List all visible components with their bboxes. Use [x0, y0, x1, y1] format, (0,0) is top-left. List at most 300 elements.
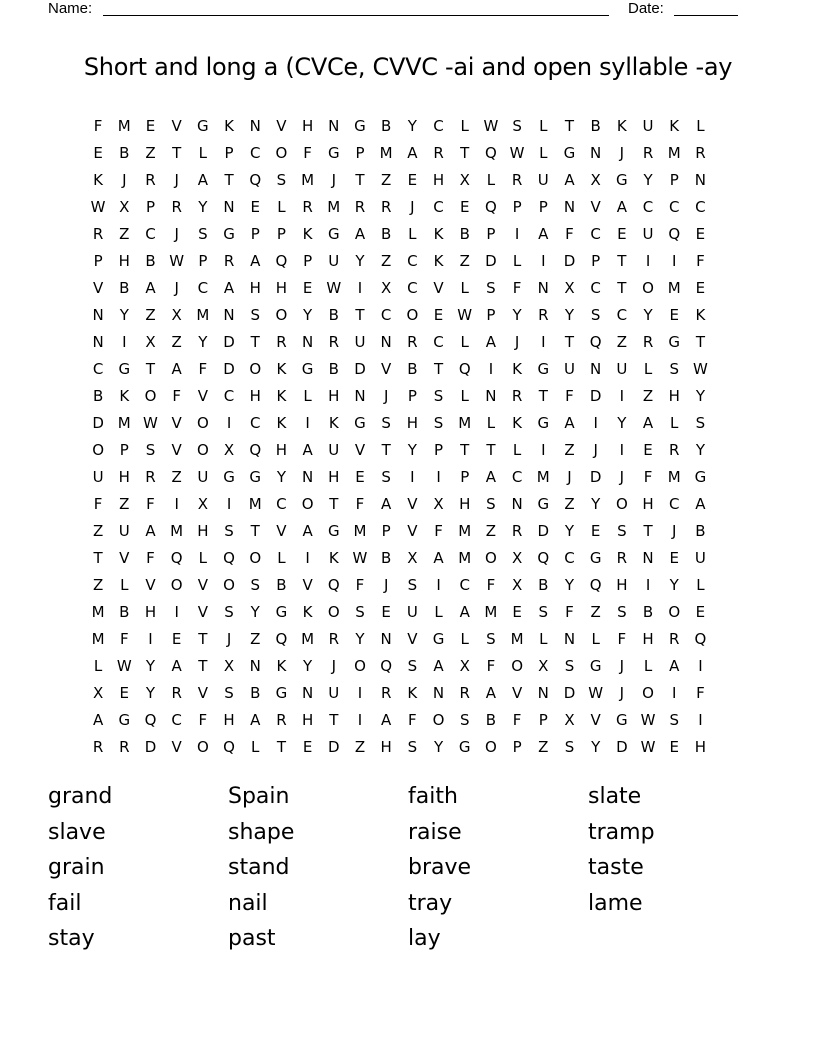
grid-letter: Y — [303, 656, 313, 675]
grid-letter: E — [93, 143, 103, 162]
grid-letter: V — [119, 548, 130, 567]
grid-letter: T — [617, 278, 627, 297]
grid-letter: M — [379, 143, 393, 162]
grid-letter: Z — [616, 332, 627, 351]
grid-letter: K — [93, 170, 104, 189]
grid-letter: A — [616, 197, 627, 216]
grid-letter: G — [616, 170, 628, 189]
grid-letter: U — [328, 440, 340, 459]
grid-letter: R — [511, 521, 523, 540]
grid-letter: Z — [145, 143, 156, 162]
grid-letter: T — [250, 521, 260, 540]
grid-letter: H — [328, 386, 340, 405]
grid-letter: I — [672, 251, 677, 270]
grid-letter: K — [669, 116, 680, 135]
grid-letter: G — [275, 683, 288, 702]
grid-letter: L — [408, 224, 417, 243]
grid-letter: S — [512, 116, 522, 135]
grid-letter: M — [458, 548, 472, 567]
grid-letter: E — [695, 602, 706, 621]
grid-letter: I — [410, 467, 415, 486]
grid-letter: V — [197, 602, 208, 621]
grid-letter: A — [223, 278, 235, 297]
grid-letter: Z — [171, 332, 182, 351]
grid-letter: O — [144, 386, 157, 405]
grid-letter: M — [117, 413, 131, 432]
grid-letter: E — [590, 521, 601, 540]
grid-letter: I — [698, 710, 703, 729]
grid-letter: T — [329, 710, 339, 729]
grid-letter: V — [145, 575, 156, 594]
grid-letter: P — [486, 224, 496, 243]
grid-letter: B — [642, 602, 654, 621]
grid-letter: Z — [590, 602, 601, 621]
grid-letter: D — [563, 683, 576, 702]
grid-letter: A — [92, 710, 104, 729]
grid-letter: U — [616, 359, 628, 378]
grid-letter: O — [668, 602, 681, 621]
grid-letter: A — [433, 548, 444, 567]
grid-letter: K — [512, 359, 523, 378]
word-list-item: stay — [48, 926, 95, 951]
grid-letter: Z — [119, 224, 130, 243]
grid-letter: C — [433, 197, 444, 216]
grid-letter: P — [538, 710, 548, 729]
grid-letter: A — [433, 656, 444, 675]
grid-letter: E — [643, 440, 653, 459]
grid-letter: A — [171, 656, 182, 675]
grid-letter: X — [197, 494, 208, 513]
grid-letter: C — [642, 197, 654, 216]
grid-letter: O — [196, 737, 209, 756]
grid-letter: Y — [591, 737, 601, 756]
grid-letter: S — [669, 359, 679, 378]
grid-letter: N — [537, 278, 549, 297]
grid-letter: F — [696, 251, 705, 270]
grid-letter: R — [511, 386, 523, 405]
grid-letter: Y — [276, 467, 286, 486]
grid-letter: J — [226, 629, 232, 648]
grid-letter: W — [143, 413, 158, 432]
grid-letter: G — [223, 224, 235, 243]
grid-letter: L — [198, 143, 208, 162]
grid-letter: Z — [119, 494, 130, 513]
grid-letter: K — [512, 413, 523, 432]
grid-letter: F — [408, 710, 417, 729]
grid-letter: P — [276, 224, 286, 243]
grid-letter: U — [118, 521, 130, 540]
grid-row — [85, 166, 737, 193]
word-list-item: brave — [408, 855, 472, 880]
grid-letter: B — [145, 251, 156, 270]
grid-letter: V — [171, 116, 182, 135]
grid-letter: Y — [355, 251, 365, 270]
grid-letter: I — [436, 575, 441, 594]
grid-letter: H — [118, 251, 130, 270]
grid-letter: N — [249, 116, 261, 135]
grid-letter: D — [328, 737, 340, 756]
word-list-item: nail — [228, 890, 268, 916]
word-list-item: tray — [408, 890, 453, 916]
grid-letter: W — [169, 251, 185, 270]
grid-letter: R — [669, 440, 680, 459]
grid-letter: K — [302, 602, 313, 621]
grid-letter: G — [275, 602, 288, 621]
grid-letter: H — [432, 170, 445, 189]
grid-letter: J — [619, 143, 625, 162]
grid-letter: T — [564, 116, 575, 135]
grid-letter: I — [541, 332, 546, 351]
grid-letter: C — [668, 197, 680, 216]
grid-letter: Y — [564, 575, 575, 594]
grid-letter: O — [196, 440, 209, 459]
grid-letter: F — [198, 359, 208, 378]
word-list-item: shape — [228, 819, 295, 845]
grid-letter: R — [119, 737, 130, 756]
grid-row — [85, 193, 737, 220]
grid-letter: I — [619, 386, 625, 405]
grid-letter: I — [305, 413, 310, 432]
grid-letter: P — [93, 251, 103, 270]
grid-letter: F — [512, 278, 522, 297]
grid-row — [85, 247, 737, 274]
grid-letter: J — [619, 656, 625, 675]
word-list-item: slave — [48, 819, 106, 845]
grid-row — [85, 301, 737, 328]
grid-letter: O — [511, 656, 523, 675]
grid-letter: W — [640, 710, 656, 729]
grid-letter: Q — [694, 629, 707, 648]
grid-letter: Z — [564, 494, 575, 513]
grid-letter: N — [563, 629, 576, 648]
grid-letter: O — [485, 548, 497, 567]
grid-letter: R — [511, 170, 523, 189]
grid-letter: U — [537, 170, 549, 189]
grid-letter: X — [119, 197, 130, 216]
grid-letter: G — [118, 710, 131, 729]
grid-letter: M — [667, 278, 681, 297]
grid-letter: H — [249, 386, 261, 405]
grid-letter: Q — [458, 359, 471, 378]
date-blank-line — [674, 15, 738, 16]
grid-letter: C — [145, 224, 156, 243]
grid-letter: X — [459, 170, 470, 189]
grid-letter: S — [250, 305, 260, 324]
grid-letter: B — [381, 548, 392, 567]
grid-letter: B — [328, 359, 339, 378]
grid-letter: Q — [380, 656, 393, 675]
grid-letter: E — [669, 548, 679, 567]
grid-letter: B — [695, 521, 706, 540]
grid-letter: N — [485, 386, 497, 405]
grid-letter: O — [223, 575, 235, 594]
grid-letter: R — [695, 143, 706, 162]
grid-letter: P — [355, 143, 365, 162]
grid-letter: U — [563, 359, 575, 378]
grid-letter: A — [669, 656, 680, 675]
grid-letter: X — [564, 710, 575, 729]
grid-letter: L — [591, 629, 600, 648]
grid-letter: N — [223, 305, 235, 324]
grid-letter: S — [407, 737, 418, 756]
grid-letter: H — [223, 710, 235, 729]
grid-letter: W — [457, 305, 473, 324]
grid-letter: T — [276, 737, 286, 756]
grid-letter: A — [145, 278, 156, 297]
grid-letter: B — [119, 143, 130, 162]
grid-letter: H — [406, 413, 418, 432]
grid-letter: I — [148, 629, 153, 648]
grid-letter: J — [593, 440, 598, 459]
grid-letter: B — [92, 386, 104, 405]
grid-letter: J — [174, 170, 179, 189]
grid-letter: V — [197, 575, 208, 594]
grid-letter: V — [92, 278, 104, 297]
grid-letter: T — [355, 305, 365, 324]
grid-letter: L — [120, 575, 129, 594]
grid-letter: X — [92, 683, 104, 702]
grid-letter: G — [616, 710, 628, 729]
grid-letter: E — [407, 170, 418, 189]
grid-letter: C — [616, 305, 628, 324]
grid-letter: G — [563, 143, 576, 162]
grid-letter: V — [381, 359, 392, 378]
grid-letter: E — [250, 197, 260, 216]
grid-letter: O — [249, 359, 262, 378]
grid-letter: D — [354, 359, 366, 378]
grid-letter: L — [460, 629, 469, 648]
grid-letter: K — [224, 116, 234, 135]
grid-letter: L — [539, 116, 548, 135]
grid-letter: D — [485, 251, 497, 270]
grid-letter: L — [539, 629, 548, 648]
grid-letter: G — [694, 467, 707, 486]
grid-letter: A — [642, 413, 654, 432]
grid-letter: D — [616, 737, 628, 756]
grid-letter: K — [119, 386, 130, 405]
grid-letter: H — [197, 521, 209, 540]
grid-letter: G — [327, 224, 340, 243]
grid-letter: M — [458, 413, 472, 432]
grid-letter: Y — [669, 575, 679, 594]
grid-letter: Z — [564, 440, 575, 459]
grid-letter: N — [694, 170, 707, 189]
grid-row — [85, 517, 737, 544]
grid-letter: N — [642, 548, 654, 567]
word-list-item: grain — [48, 855, 105, 880]
grid-letter: R — [538, 305, 549, 324]
grid-letter: S — [564, 656, 575, 675]
grid-letter: I — [541, 440, 546, 459]
grid-letter: E — [512, 602, 522, 621]
grid-letter: Q — [589, 575, 602, 594]
grid-letter: X — [564, 278, 575, 297]
grid-letter: Y — [407, 116, 417, 135]
grid-letter: V — [407, 494, 418, 513]
grid-letter: S — [355, 602, 365, 621]
grid-letter: T — [198, 629, 208, 648]
grid-letter: B — [538, 575, 549, 594]
grid-letter: K — [276, 413, 287, 432]
grid-letter: L — [696, 116, 705, 135]
grid-letter: T — [433, 359, 444, 378]
grid-letter: D — [223, 332, 235, 351]
grid-letter: D — [563, 251, 576, 270]
grid-letter: G — [327, 143, 340, 162]
grid-letter: V — [197, 386, 208, 405]
grid-letter: H — [668, 386, 680, 405]
grid-letter: X — [171, 305, 182, 324]
grid-letter: R — [407, 332, 418, 351]
grid-letter: E — [302, 737, 313, 756]
grid-letter: Z — [354, 737, 366, 756]
grid-letter: B — [276, 575, 287, 594]
grid-letter: G — [118, 359, 131, 378]
grid-letter: L — [93, 656, 103, 675]
grid-letter: O — [249, 548, 262, 567]
word-list-item: lame — [588, 890, 643, 916]
word-list-item: grand — [48, 784, 113, 809]
grid-letter: R — [328, 629, 339, 648]
grid-letter: U — [92, 467, 104, 486]
grid-letter: L — [460, 332, 469, 351]
grid-letter: Y — [564, 305, 575, 324]
grid-letter: S — [669, 710, 679, 729]
grid-letter: M — [248, 494, 262, 513]
grid-letter: L — [539, 143, 548, 162]
grid-letter: R — [171, 197, 182, 216]
grid-letter: P — [303, 251, 313, 270]
grid-letter: Q — [223, 737, 235, 756]
grid-letter: A — [564, 170, 575, 189]
grid-letter: S — [381, 413, 391, 432]
grid-letter: K — [433, 224, 444, 243]
grid-letter: G — [223, 467, 235, 486]
grid-letter: J — [383, 575, 389, 594]
grid-letter: F — [93, 116, 103, 135]
grid-letter: A — [695, 494, 706, 513]
grid-row — [85, 112, 737, 139]
grid-row — [85, 436, 737, 463]
grid-letter: C — [433, 332, 444, 351]
grid-letter: M — [536, 467, 550, 486]
grid-letter: P — [434, 440, 444, 459]
word-list-item: raise — [408, 819, 462, 845]
grid-letter: W — [483, 116, 499, 135]
grid-letter: W — [116, 656, 132, 675]
grid-letter: N — [537, 683, 549, 702]
grid-letter: P — [512, 197, 522, 216]
grid-letter: V — [511, 683, 523, 702]
grid-letter: W — [640, 737, 656, 756]
grid-letter: H — [301, 116, 314, 135]
grid-letter: M — [91, 629, 105, 648]
grid-letter: T — [93, 548, 103, 567]
word-list-item: taste — [588, 855, 644, 880]
grid-letter: R — [642, 332, 654, 351]
grid-letter: R — [380, 197, 392, 216]
grid-letter: F — [303, 143, 312, 162]
grid-letter: S — [433, 413, 444, 432]
date-label: Date: — [628, 0, 664, 17]
grid-letter: L — [486, 413, 496, 432]
grid-letter: L — [251, 737, 260, 756]
grid-letter: H — [144, 602, 157, 621]
grid-letter: G — [537, 413, 550, 432]
grid-letter: Y — [407, 440, 417, 459]
grid-letter: P — [198, 251, 208, 270]
grid-letter: C — [695, 197, 706, 216]
grid-letter: V — [407, 629, 418, 648]
grid-letter: S — [617, 602, 627, 621]
grid-letter: J — [174, 278, 179, 297]
grid-letter: B — [381, 116, 392, 135]
grid-letter: B — [328, 305, 339, 324]
grid-letter: O — [406, 305, 419, 324]
grid-letter: L — [434, 602, 443, 621]
grid-letter: P — [591, 251, 601, 270]
grid-letter: T — [198, 656, 208, 675]
grid-letter: H — [459, 494, 471, 513]
grid-letter: R — [145, 467, 156, 486]
grid-letter: M — [170, 521, 184, 540]
grid-row — [85, 706, 737, 733]
grid-letter: U — [328, 251, 340, 270]
grid-letter: R — [328, 332, 339, 351]
grid-letter: I — [645, 575, 651, 594]
grid-letter: Y — [564, 521, 575, 540]
grid-letter: Y — [355, 629, 365, 648]
grid-letter: X — [223, 440, 235, 459]
grid-letter: M — [484, 602, 498, 621]
grid-letter: F — [565, 386, 574, 405]
word-list-item: slate — [588, 784, 642, 809]
name-blank-line — [103, 15, 609, 16]
grid-letter: I — [357, 278, 363, 297]
grid-letter: D — [589, 386, 602, 405]
grid-letter: N — [590, 143, 602, 162]
grid-letter: R — [92, 737, 104, 756]
grid-letter: T — [538, 386, 548, 405]
grid-letter: I — [357, 710, 363, 729]
grid-letter: L — [460, 278, 469, 297]
grid-letter: R — [669, 629, 680, 648]
grid-letter: Y — [250, 602, 260, 621]
grid-letter: T — [224, 170, 234, 189]
grid-letter: Y — [119, 305, 129, 324]
grid-letter: B — [119, 278, 130, 297]
grid-letter: Y — [643, 305, 653, 324]
grid-letter: W — [90, 197, 106, 216]
grid-letter: I — [174, 494, 179, 513]
grid-letter: P — [512, 737, 522, 756]
grid-letter: B — [459, 224, 470, 243]
grid-letter: P — [145, 197, 155, 216]
grid-letter: O — [485, 737, 497, 756]
grid-letter: H — [616, 575, 628, 594]
grid-letter: F — [172, 386, 181, 405]
grid-letter: O — [327, 602, 340, 621]
grid-letter: V — [171, 440, 182, 459]
grid-letter: D — [144, 737, 157, 756]
grid-letter: Q — [170, 548, 183, 567]
grid-letter: T — [381, 440, 391, 459]
grid-letter: K — [328, 413, 339, 432]
word-list-item: faith — [408, 784, 458, 809]
grid-letter: C — [407, 278, 418, 297]
grid-letter: E — [695, 224, 706, 243]
grid-letter: I — [672, 683, 677, 702]
